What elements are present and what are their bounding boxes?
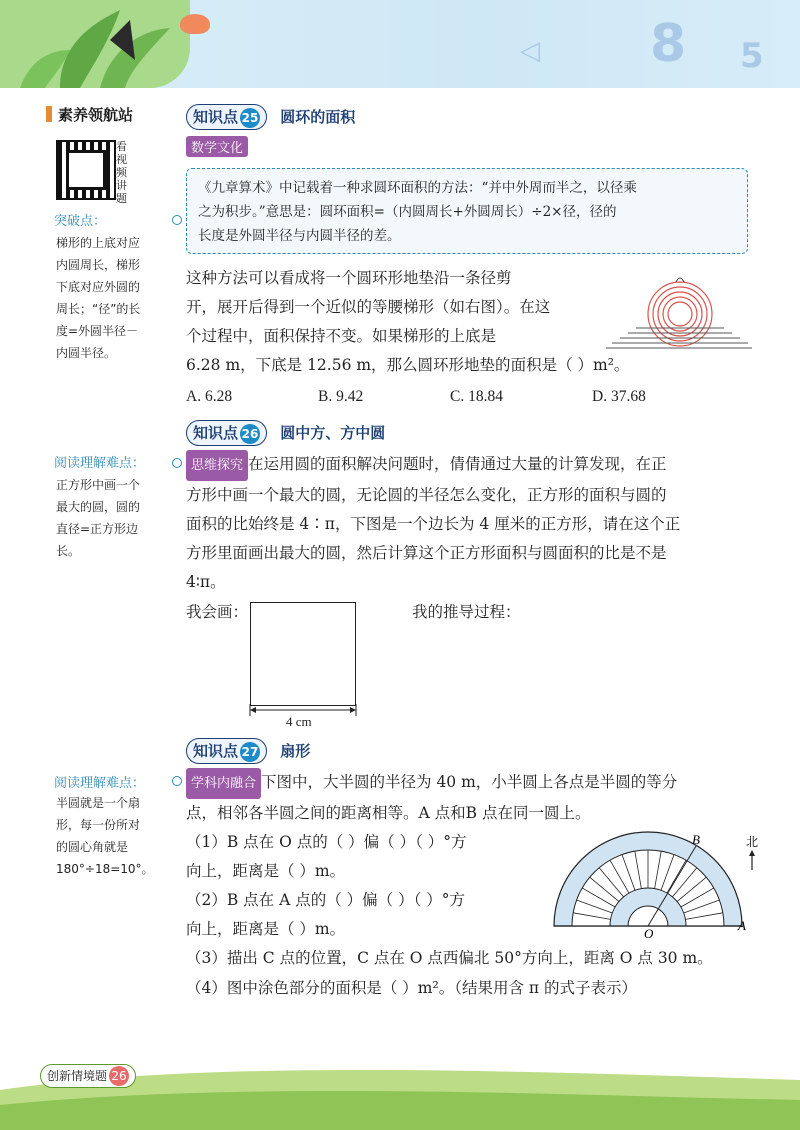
para-line: 方形中画一个最大的圆，无论圆的半径怎么变化，正方形的面积与圆的	[186, 486, 667, 504]
page-number: 26	[109, 1066, 129, 1086]
sidebar-note2-title: 阅读理解难点：	[54, 456, 146, 471]
kp26-title: 圆中方、方中圆	[280, 424, 386, 442]
para-line: 面积的比始终是 4∶π，下图是一个边长为 4 厘米的正方形，请在这个正	[186, 515, 681, 533]
note-line: 梯形的上底对应	[56, 236, 141, 250]
option-c[interactable]: C. 18.84	[450, 388, 503, 405]
derive-label: 我的推导过程：	[412, 603, 521, 621]
kp27-heading	[186, 738, 310, 764]
sidebar-note2	[56, 474, 140, 562]
north-arrow-head-icon	[749, 850, 755, 856]
draw-label: 我会画：	[186, 603, 249, 621]
kp25-title: 圆环的面积	[280, 108, 356, 126]
para-line: 开，展开后得到一个近似的等腰梯形（如右图）。在这	[186, 298, 551, 316]
kp26-heading	[186, 420, 385, 446]
culture-line: 之为积步。”意思是：圆环面积=（内圆周长+外圆周长）÷2×径，径的	[198, 204, 617, 220]
para-line: 这种方法可以看成将一个圆环形地垫沿一条径剪	[186, 269, 512, 287]
sidebar-note3-title: 阅读理解难点：	[54, 776, 146, 791]
dimension-label: 4 cm	[286, 714, 312, 729]
square-drawing-area[interactable]	[250, 602, 356, 706]
option-d[interactable]: D. 37.68	[592, 388, 646, 405]
kp27-tag: 学科内融合	[186, 768, 261, 799]
question-3: （3）描出 C 点的位置，C 点在 O 点西偏北 50°方向上，距离 O 点 30 m。	[186, 949, 713, 967]
para-line: 方形里面画出最大的圆，然后计算这个正方形面积与圆面积的比是不是	[186, 544, 667, 562]
note-line: 内圆周长，梯形	[56, 258, 141, 272]
note-line: 度=外圆半径－	[56, 324, 139, 338]
note-line: 形，每一份所对	[56, 818, 141, 832]
option-b[interactable]: B. 9.42	[318, 388, 364, 405]
note-line: 直径=正方形边	[56, 522, 139, 536]
kp26-paragraph	[186, 450, 766, 597]
question-line: （1）B 点在 O 点的（ ）偏（ ）（ ）°方	[186, 833, 467, 851]
semicircle-figure	[548, 826, 778, 938]
sidebar-note1-title: 突破点：	[54, 214, 107, 229]
culture-line: 《九章算术》中记载着一种求圆环面积的方法：“并中外周而半之，以径乘	[198, 180, 637, 196]
footer-label: 创新情境题	[47, 1069, 108, 1083]
sidebar-title: 素养领航站	[46, 104, 133, 125]
bg-digit-decoration: 8	[650, 14, 687, 74]
culture-line: 长度是外圆半径与内圆半径的差。	[198, 228, 401, 244]
north-label: 北	[746, 835, 759, 849]
footer-page-badge	[40, 1064, 136, 1088]
kp26-badge: 知识点 26	[186, 420, 267, 446]
para-line: 6.28 m，下底是 12.56 m，那么圆环形地垫的面积是（ ）m²。	[186, 356, 630, 374]
bg-triangle-decoration: ◁	[520, 36, 540, 66]
para-line: 在运用圆的面积解决问题时，倩倩通过大量的计算发现，在正	[248, 455, 667, 473]
qr-caption: 看视频讲题	[116, 140, 127, 205]
annulus-trapezoid-figure	[604, 266, 754, 356]
note-dot-icon	[172, 458, 182, 468]
kp25-paragraph	[186, 264, 630, 380]
para-line: 4∶π。	[186, 573, 226, 591]
label-a: A	[738, 918, 746, 933]
note-line: 正方形中画一个	[56, 478, 141, 492]
para-line: 个过程中，面积保持不变。如果梯形的上底是	[186, 327, 497, 345]
note-line: 半圆就是一个扇	[56, 796, 141, 810]
para-line: 下图中，大半圆的半径为 40 m，小半圆上各点是半圆的等分	[261, 773, 678, 791]
label-b: B	[692, 832, 700, 847]
note-dot-icon	[172, 776, 182, 786]
sidebar-note1	[56, 232, 140, 364]
kp26-tag: 思维探究	[186, 450, 248, 481]
kp27-badge: 知识点 27	[186, 738, 267, 764]
option-a[interactable]: A. 6.28	[186, 388, 233, 405]
question-line: （2）B 点在 A 点的（ ）偏（ ）（ ）°方	[186, 891, 466, 909]
plant-illustration	[0, 0, 190, 88]
footer-hill	[0, 1050, 800, 1130]
sidebar-note3	[56, 792, 154, 880]
kp27-questions	[186, 828, 556, 944]
kp25-tag: 数学文化	[186, 136, 248, 157]
note-line: 最大的圆，圆的	[56, 500, 141, 514]
kp25-heading	[186, 104, 355, 130]
note-line: 下底对应外圆的	[56, 280, 141, 294]
note-dot-icon	[172, 215, 182, 225]
note-line: 周长；“径”的长	[56, 302, 141, 316]
question-4: （4）图中涂色部分的面积是（ ）m²。（结果用含 π 的式子表示）	[186, 979, 637, 997]
kp27-paragraph	[186, 768, 766, 828]
note-line: 的圆心角就是	[56, 840, 129, 854]
kp25-badge: 知识点 25	[186, 104, 267, 130]
note-line: 长。	[56, 544, 81, 558]
note-line: 180°÷18=10°。	[56, 862, 154, 876]
kp27-title: 扇形	[280, 742, 311, 760]
label-o: O	[644, 926, 654, 938]
culture-text	[198, 176, 738, 248]
bg-digit-decoration: 5	[740, 36, 764, 76]
question-line: 向上，距离是（ ）m。	[186, 920, 346, 938]
para-line: 点，相邻各半圆之间的距离相等。A 点和B 点在同一圆上。	[186, 804, 591, 822]
qr-code[interactable]	[56, 140, 116, 200]
note-line: 内圆半径。	[56, 346, 117, 360]
banner-plant-decoration	[0, 0, 190, 88]
butterfly-decoration	[180, 14, 210, 34]
question-line: 向上，距离是（ ）m。	[186, 862, 346, 880]
